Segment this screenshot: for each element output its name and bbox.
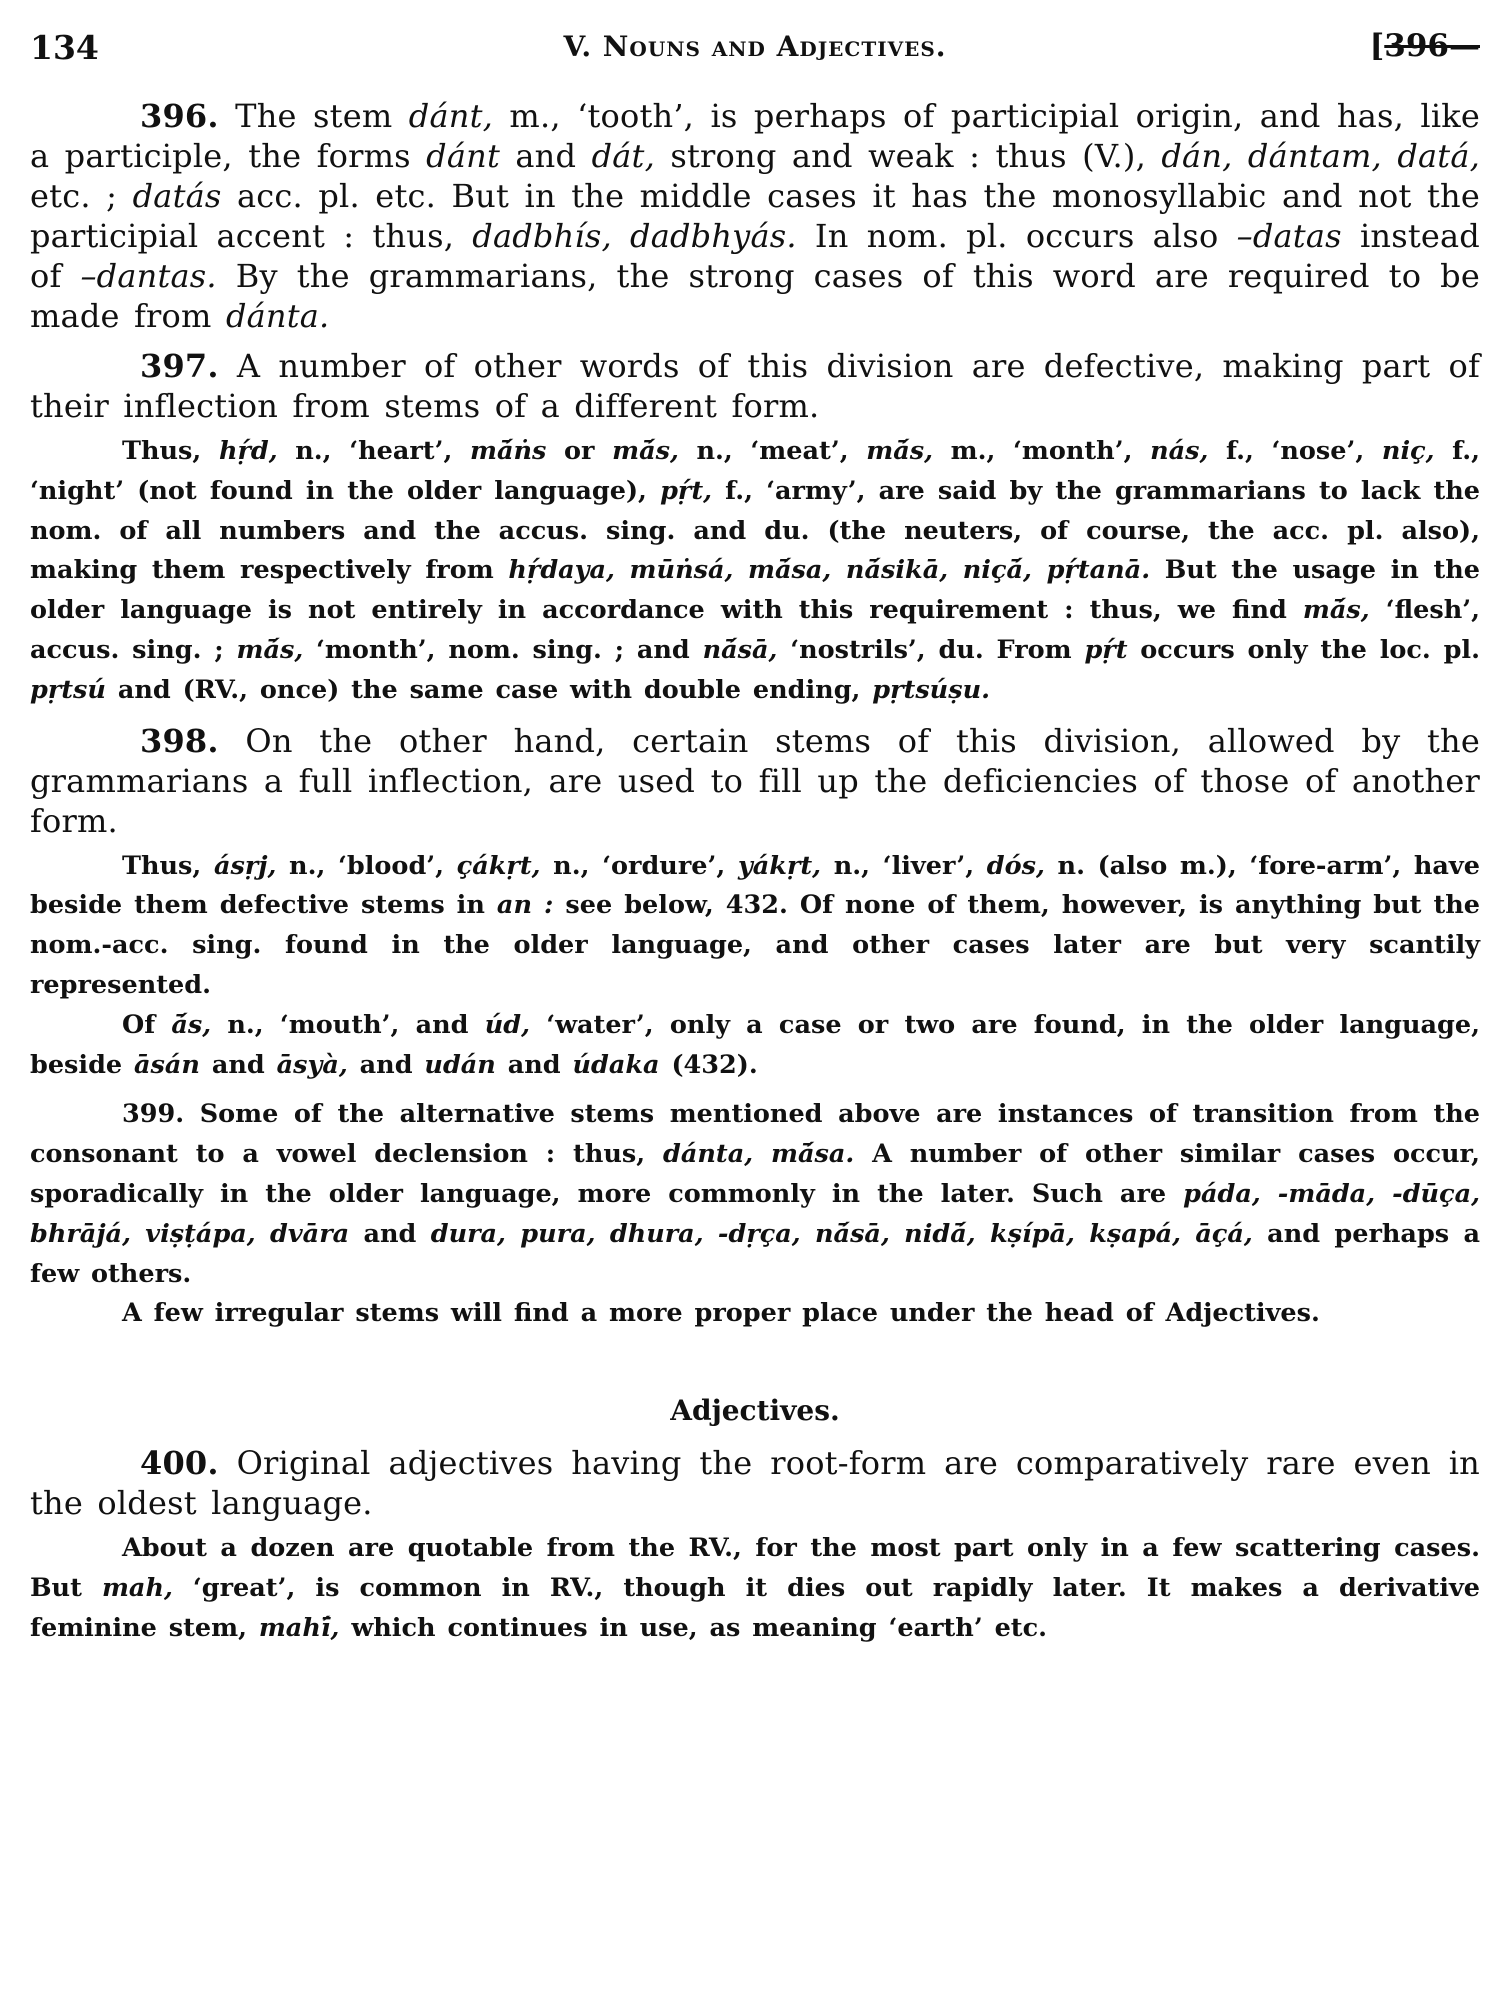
text: and (500, 137, 592, 175)
text: etc. ; (30, 177, 133, 215)
sanskrit-term: pṛ́t (1084, 634, 1128, 665)
sanskrit-term: mā́ṅs (469, 436, 547, 466)
text: n., ‘meat’, (678, 436, 867, 466)
section-400 (30, 1443, 1480, 1523)
text: n., ‘liver’, (821, 850, 987, 881)
sanskrit-term: dánta. (225, 297, 330, 335)
text: Of (122, 1009, 172, 1040)
text: see below, (553, 890, 726, 921)
section-399 (30, 1095, 1480, 1294)
text: A number of other similar cases occur, sporadically in the older language, more commonly in the later. Such are (30, 1139, 1481, 1209)
sanskrit-term: mā́s, (236, 634, 304, 665)
text: instead of (30, 217, 1480, 295)
sanskrit-term: –datas (1236, 217, 1342, 255)
sanskrit-term: nā́sā, (702, 634, 778, 665)
sanskrit-term: mā́s, (866, 436, 933, 466)
sanskrit-term: dán, dántam, datá, (1161, 137, 1480, 175)
sanskrit-term: udán (424, 1049, 496, 1080)
cross-reference: 432. (725, 890, 788, 921)
section-400-note (30, 1529, 1480, 1648)
text: f., ‘nose’, (1208, 436, 1382, 466)
text: By the grammarians, the strong cases of this word are required to be made from (30, 257, 1480, 335)
sanskrit-term: úd, (484, 1009, 530, 1040)
text: and (RV., once) the same case with double ending, (105, 674, 873, 705)
sanskrit-term: údaka (572, 1049, 660, 1080)
text: m., ‘tooth’, is perhaps of participial origin, and has, like a participle, the forms (30, 97, 1480, 175)
section-bracket: [ (1369, 28, 1385, 64)
text: and perhaps a few others. (30, 1218, 1480, 1289)
sanskrit-term: mah, (101, 1572, 173, 1603)
text: ‘month’, nom. sing. ; and (303, 634, 703, 665)
section-398 (30, 721, 1480, 841)
section-398-note-2 (30, 1006, 1480, 1086)
sanskrit-term: çákṛt, (456, 850, 541, 881)
sanskrit-term: datás (132, 177, 222, 215)
text: and (495, 1049, 573, 1080)
sanskrit-term: dura, pura, dhura, -dṛça, nā́sā, nidā́, kṣípā, kṣapá, āçá, (430, 1218, 1253, 1249)
section-heading-adjectives: Adjectives. (670, 1394, 840, 1428)
text: and (347, 1049, 425, 1080)
sanskrit-term: āsán (134, 1049, 200, 1080)
text: A number of other words of this division are defective, making part of their inflection from stems of a different form. (30, 347, 1480, 425)
section-398-note (30, 847, 1480, 1006)
text: Original adjectives having the root-form are comparatively rare even in the oldest language. (30, 1444, 1480, 1523)
text: ‘water’, only a case or two are found, in the older language, beside (30, 1009, 1480, 1080)
text: which continues in use, as meaning ‘earth’ etc. (339, 1612, 1047, 1643)
sanskrit-term: mā́s, (1302, 595, 1370, 626)
sanskrit-term: pṛ́t, (660, 475, 712, 506)
sanskrit-term: an : (496, 890, 554, 921)
text: In nom. pl. occurs also (796, 217, 1237, 255)
text: strong and weak : thus (V.), (654, 137, 1162, 175)
sanskrit-term: nás, (1150, 436, 1209, 466)
sanskrit-term: dát, (591, 137, 655, 175)
text: But the usage in the older language is not entirely in accordance with this requirement : thus, we find (30, 555, 1480, 626)
page-number: 134 (30, 28, 99, 67)
text: m., ‘month’, (932, 436, 1151, 466)
sanskrit-term: –dantas. (80, 257, 217, 295)
text: f., ‘night’ (not found in the older language), (30, 436, 1481, 506)
text: n. (also m.), ‘fore-arm’, have beside them defective stems in (30, 850, 1480, 921)
text: n., ‘blood’, (276, 850, 457, 881)
section-399-note: A few irregular stems will find a more proper place under the head of Adjectives. (122, 1298, 1320, 1329)
text: Thus, (122, 850, 214, 881)
sanskrit-term: āsyà, (276, 1049, 348, 1080)
sanskrit-term: dánt, (408, 97, 493, 135)
section-397 (30, 346, 1480, 426)
sanskrit-term: dánt (426, 137, 501, 175)
sanskrit-term: ā́s, (171, 1009, 212, 1040)
sanskrit-term: mahī́, (258, 1612, 340, 1643)
sanskrit-term: dós, (986, 850, 1045, 881)
text: ‘great’, is common in RV., though it dies out rapidly later. It makes a derivative feminine stem, (30, 1572, 1480, 1643)
section-396 (30, 96, 1480, 336)
text: and (199, 1049, 277, 1080)
text: acc. pl. etc. But in the middle cases it has the monosyllabic and not the participial accent : thus, (30, 177, 1480, 255)
sanskrit-term: pṛtsúṣu. (872, 674, 990, 705)
running-head (30, 24, 1480, 80)
text: Thus, (122, 436, 219, 466)
sanskrit-term: dánta, mā́sa. (663, 1139, 855, 1170)
text: or (546, 436, 613, 466)
sanskrit-term: hṛ́daya, mūṅsá, mā́sa, nā́sikā, niçā́, pṛ́tanā. (508, 555, 1151, 586)
section-marker (1370, 28, 1480, 64)
text: ‘flesh’, accus. sing. ; (30, 595, 1480, 665)
section-marker-number: 396— (1384, 28, 1480, 64)
book-page (30, 24, 1480, 1964)
section-number: 398. (140, 721, 219, 760)
section-number: 396. (140, 97, 219, 135)
sanskrit-term: mā́s, (612, 436, 679, 466)
section-397-note (30, 432, 1480, 711)
text: occurs only the loc. pl. (1127, 634, 1480, 665)
text: n., ‘mouth’, and (211, 1009, 485, 1040)
text: The stem (218, 97, 409, 135)
section-number: 400. (140, 1444, 219, 1483)
text: ). (736, 1049, 758, 1080)
text: n., ‘heart’, (277, 436, 470, 466)
section-number: 399. (122, 1099, 185, 1130)
sanskrit-term: páda, -māda, -dūça, bhrājá, viṣṭápa, dvāra (30, 1178, 1480, 1249)
cross-reference: 432 (683, 1049, 737, 1080)
text: Of none of them, however, is anything but the nom.-acc. sing. found in the older language, and other cases later are but very scantily represented. (30, 890, 1480, 1000)
section-number: 397. (140, 347, 219, 385)
text: f., ‘army’, are said by the grammarians to lack the nom. of all numbers and the accus. sing. and du. (the neuters, of course, the acc. pl. also), making them respectively from (30, 475, 1480, 586)
sanskrit-term: yákṛt, (737, 850, 822, 881)
text: ‘nostrils’, du. From (777, 634, 1085, 665)
sanskrit-term: hṛ́d, (218, 436, 278, 466)
text: On the other hand, certain stems of this division, allowed by the grammarians a full inflection, are used to fill up the deficiencies of those of another form. (30, 721, 1480, 840)
text: About a dozen are quotable from the RV., for the most part only in a few scattering cases. But (30, 1533, 1480, 1603)
text: Some of the alternative stems mentioned above are instances of transition from the consonant to a vowel declension : thus, (30, 1099, 1480, 1170)
text: and (349, 1218, 431, 1249)
sanskrit-term: niç, (1381, 436, 1435, 466)
text: n., ‘ordure’, (540, 850, 738, 881)
sanskrit-term: pṛtsú (30, 674, 106, 705)
text: ( (659, 1049, 684, 1080)
chapter-title: V. Nouns and Adjectives. (563, 30, 947, 63)
sanskrit-term: ásṛj, (213, 850, 277, 881)
sanskrit-term: dadbhís, dadbhyás. (472, 217, 797, 255)
